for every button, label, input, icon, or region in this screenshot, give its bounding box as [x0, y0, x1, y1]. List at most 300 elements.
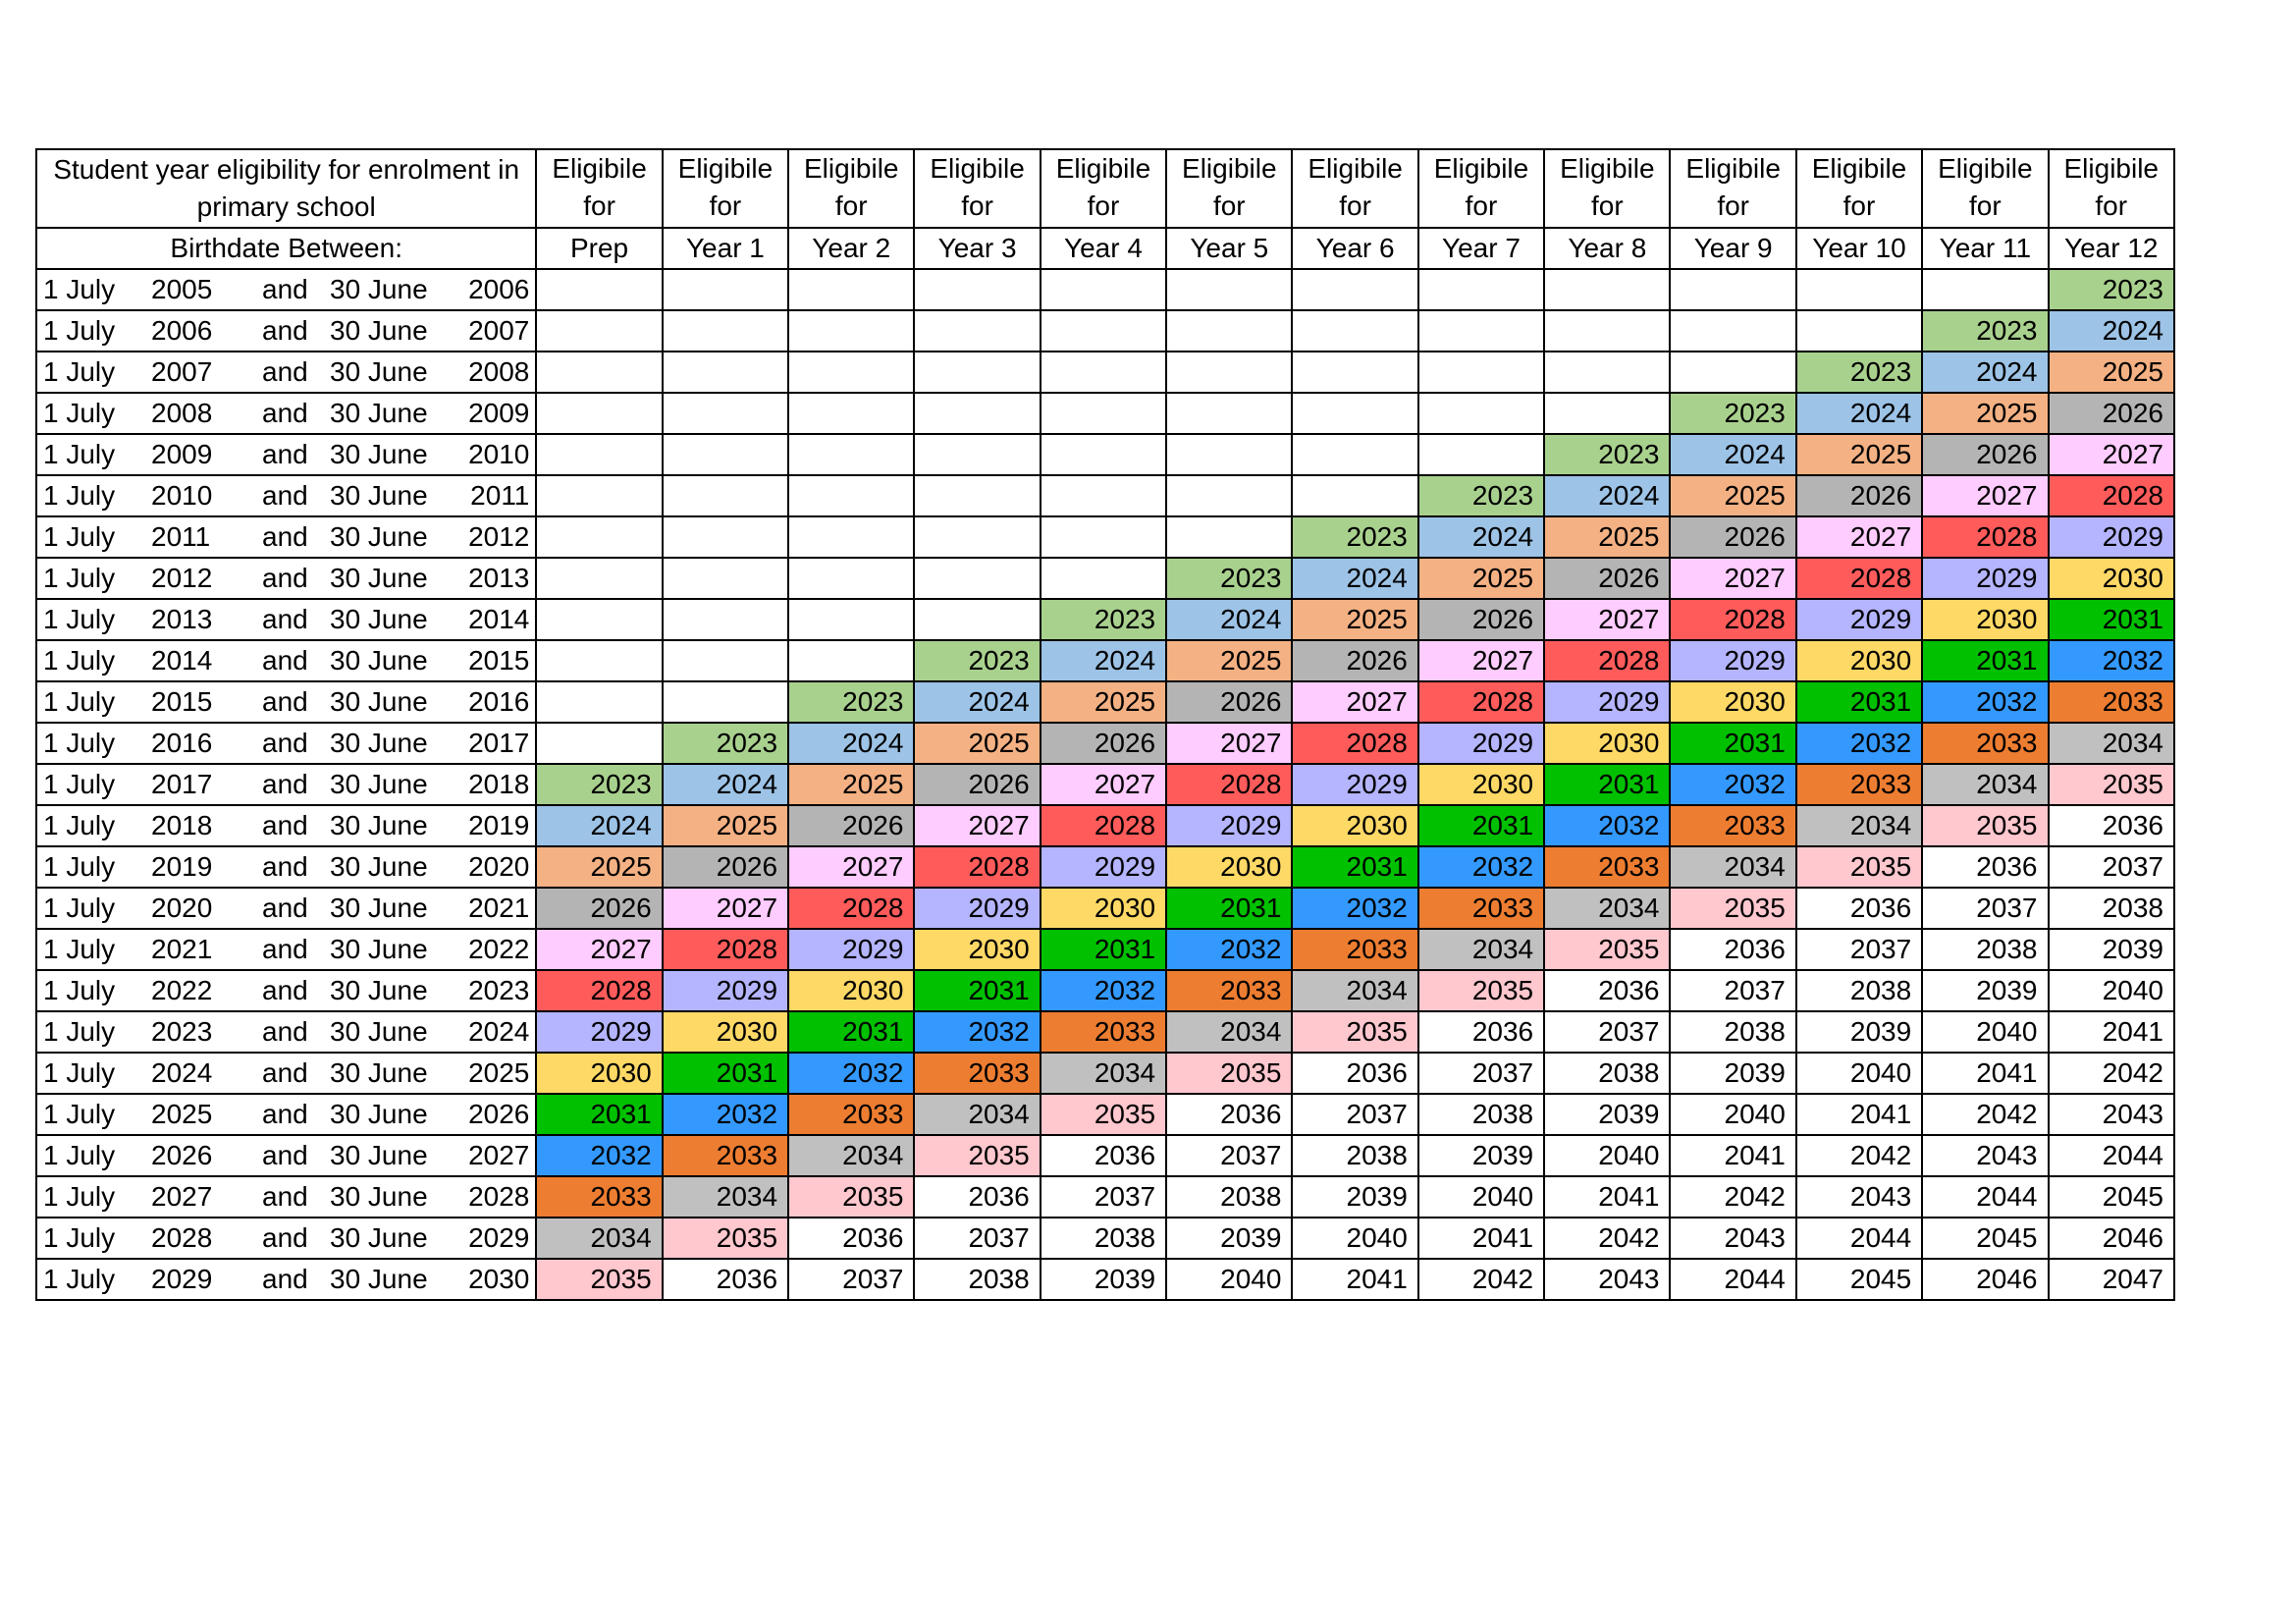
conjunction-label: and [262, 1264, 308, 1294]
conjunction-label: and [262, 1181, 308, 1212]
enrolment-year-cell: 2031 [1292, 846, 1417, 888]
birthdate-range-cell [36, 1094, 536, 1135]
enrolment-year-cell: 2039 [1796, 1011, 1922, 1053]
enrolment-year-cell: 2031 [2049, 599, 2174, 640]
enrolment-year-cell [1166, 393, 1292, 434]
enrolment-year-cell: 2036 [1670, 929, 1795, 970]
enrolment-year-cell: 2036 [663, 1259, 788, 1300]
end-year: 2006 [468, 274, 530, 304]
enrolment-year-cell: 2035 [1670, 888, 1795, 929]
enrolment-year-cell [1796, 269, 1922, 310]
end-date-label: 30 June [330, 1264, 428, 1294]
enrolment-year-cell: 2038 [1292, 1135, 1417, 1176]
enrolment-year-cell: 2037 [1544, 1011, 1670, 1053]
enrolment-year-cell: 2025 [1292, 599, 1417, 640]
enrolment-year-cell: 2025 [914, 723, 1040, 764]
start-date-label: 1 July [43, 851, 116, 882]
enrolment-year-cell: 2035 [1418, 970, 1544, 1011]
enrolment-year-cell: 2035 [1922, 805, 2048, 846]
start-year: 2020 [151, 893, 213, 923]
start-date-label: 1 July [43, 480, 116, 511]
enrolment-year-cell: 2023 [1041, 599, 1166, 640]
end-year: 2008 [468, 356, 530, 387]
enrolment-year-cell: 2042 [1544, 1218, 1670, 1259]
enrolment-year-cell [1292, 434, 1417, 475]
start-year: 2019 [151, 851, 213, 882]
enrolment-year-cell [663, 681, 788, 723]
enrolment-year-cell: 2038 [1922, 929, 2048, 970]
conjunction-label: and [262, 1016, 308, 1047]
enrolment-year-cell: 2026 [1670, 516, 1795, 558]
column-header-year-level: Year 10 [1796, 228, 1922, 269]
column-header-year-level: Year 8 [1544, 228, 1670, 269]
enrolment-year-cell [1418, 269, 1544, 310]
end-year: 2015 [468, 645, 530, 676]
enrolment-year-cell: 2031 [663, 1053, 788, 1094]
enrolment-year-cell: 2033 [1166, 970, 1292, 1011]
end-year: 2020 [468, 851, 530, 882]
table-row [36, 1218, 2174, 1259]
start-year: 2028 [151, 1222, 213, 1253]
enrolment-year-cell: 2037 [1166, 1135, 1292, 1176]
start-year: 2023 [151, 1016, 213, 1047]
enrolment-year-cell: 2032 [1418, 846, 1544, 888]
enrolment-year-cell: 2040 [1670, 1094, 1795, 1135]
end-date-label: 30 June [330, 1181, 428, 1212]
enrolment-year-cell [788, 310, 914, 352]
start-date-label: 1 July [43, 1140, 116, 1170]
enrolment-year-cell: 2029 [788, 929, 914, 970]
enrolment-year-cell: 2035 [788, 1176, 914, 1218]
conjunction-label: and [262, 645, 308, 676]
column-header-eligible-for: Eligibile for [1166, 149, 1292, 228]
enrolment-year-cell: 2025 [1922, 393, 2048, 434]
birthdate-range-cell [36, 516, 536, 558]
enrolment-year-cell [914, 516, 1040, 558]
column-header-eligible-for: Eligibile for [1796, 149, 1922, 228]
enrolment-year-cell [1041, 516, 1166, 558]
enrolment-year-cell [1041, 558, 1166, 599]
enrolment-year-cell: 2032 [788, 1053, 914, 1094]
enrolment-year-cell: 2029 [2049, 516, 2174, 558]
start-year: 2024 [151, 1057, 213, 1088]
start-year: 2022 [151, 975, 213, 1005]
start-date-label: 1 July [43, 975, 116, 1005]
enrolment-year-cell: 2035 [1796, 846, 1922, 888]
end-year: 2021 [468, 893, 530, 923]
table-row [36, 1011, 2174, 1053]
start-year: 2014 [151, 645, 213, 676]
enrolment-year-cell: 2027 [1292, 681, 1417, 723]
enrolment-year-cell: 2030 [1292, 805, 1417, 846]
enrolment-year-cell [536, 269, 662, 310]
enrolment-year-cell: 2032 [914, 1011, 1040, 1053]
column-header-eligible-for: Eligibile for [2049, 149, 2174, 228]
enrolment-year-cell [788, 516, 914, 558]
start-year: 2009 [151, 439, 213, 469]
enrolment-year-cell [1544, 269, 1670, 310]
enrolment-year-cell: 2034 [914, 1094, 1040, 1135]
eligibility-table [35, 148, 2175, 1301]
birthdate-range [43, 682, 529, 722]
end-year: 2018 [468, 769, 530, 799]
conjunction-label: and [262, 893, 308, 923]
enrolment-year-cell: 2031 [1166, 888, 1292, 929]
end-date-label: 30 June [330, 769, 428, 799]
enrolment-year-cell [663, 475, 788, 516]
enrolment-year-cell: 2028 [1292, 723, 1417, 764]
enrolment-year-cell: 2023 [1922, 310, 2048, 352]
enrolment-year-cell: 2038 [2049, 888, 2174, 929]
column-header-eligible-for: Eligibile for [536, 149, 662, 228]
end-year: 2011 [470, 480, 530, 511]
table-row [36, 888, 2174, 929]
conjunction-label: and [262, 851, 308, 882]
end-year: 2028 [468, 1181, 530, 1212]
birthdate-range-cell [36, 723, 536, 764]
enrolment-year-cell [536, 352, 662, 393]
enrolment-year-cell [536, 640, 662, 681]
start-year: 2026 [151, 1140, 213, 1170]
enrolment-year-cell: 2027 [1041, 764, 1166, 805]
enrolment-year-cell: 2027 [788, 846, 914, 888]
enrolment-year-cell: 2037 [1922, 888, 2048, 929]
column-header-eligible-for: Eligibile for [1041, 149, 1166, 228]
start-year: 2021 [151, 934, 213, 964]
enrolment-year-cell [1670, 352, 1795, 393]
enrolment-year-cell: 2027 [1796, 516, 1922, 558]
enrolment-year-cell: 2035 [2049, 764, 2174, 805]
start-year: 2025 [151, 1099, 213, 1129]
enrolment-year-cell: 2034 [1544, 888, 1670, 929]
enrolment-year-cell: 2023 [1166, 558, 1292, 599]
column-header-year-level: Year 6 [1292, 228, 1417, 269]
start-date-label: 1 July [43, 521, 116, 552]
enrolment-year-cell: 2029 [1041, 846, 1166, 888]
table-row [36, 1259, 2174, 1300]
birthdate-range-cell [36, 640, 536, 681]
start-year: 2011 [151, 521, 211, 552]
column-header-year-level: Year 11 [1922, 228, 2048, 269]
enrolment-year-cell: 2036 [1166, 1094, 1292, 1135]
birthdate-range [43, 270, 529, 309]
enrolment-year-cell: 2032 [1041, 970, 1166, 1011]
enrolment-year-cell: 2028 [1670, 599, 1795, 640]
end-date-label: 30 June [330, 934, 428, 964]
enrolment-year-cell: 2034 [1796, 805, 1922, 846]
conjunction-label: and [262, 728, 308, 758]
enrolment-year-cell: 2028 [2049, 475, 2174, 516]
start-date-label: 1 July [43, 1099, 116, 1129]
enrolment-year-cell: 2029 [1544, 681, 1670, 723]
end-date-label: 30 June [330, 686, 428, 717]
enrolment-year-cell: 2028 [1922, 516, 2048, 558]
enrolment-year-cell: 2025 [1544, 516, 1670, 558]
enrolment-year-cell: 2033 [1796, 764, 1922, 805]
enrolment-year-cell: 2025 [788, 764, 914, 805]
end-year: 2010 [468, 439, 530, 469]
start-year: 2015 [151, 686, 213, 717]
enrolment-year-cell: 2042 [1418, 1259, 1544, 1300]
enrolment-year-cell: 2029 [914, 888, 1040, 929]
enrolment-year-cell [1418, 352, 1544, 393]
end-year: 2013 [468, 563, 530, 593]
enrolment-year-cell: 2036 [1292, 1053, 1417, 1094]
enrolment-year-cell: 2027 [914, 805, 1040, 846]
table-title: Student year eligibility for enrolment in primary school [36, 149, 536, 228]
conjunction-label: and [262, 274, 308, 304]
enrolment-year-cell: 2041 [1922, 1053, 2048, 1094]
enrolment-year-cell: 2037 [914, 1218, 1040, 1259]
birthdate-range-cell [36, 1259, 536, 1300]
birthdate-range [43, 889, 529, 928]
enrolment-year-cell: 2033 [914, 1053, 1040, 1094]
enrolment-year-cell: 2024 [1292, 558, 1417, 599]
enrolment-year-cell: 2026 [914, 764, 1040, 805]
enrolment-year-cell: 2044 [2049, 1135, 2174, 1176]
birthdate-range-cell [36, 1053, 536, 1094]
birthdate-range [43, 1260, 529, 1299]
enrolment-year-cell: 2025 [1041, 681, 1166, 723]
start-year: 2017 [151, 769, 213, 799]
enrolment-year-cell: 2031 [536, 1094, 662, 1135]
end-year: 2030 [468, 1264, 530, 1294]
enrolment-year-cell [788, 599, 914, 640]
enrolment-year-cell: 2044 [1670, 1259, 1795, 1300]
enrolment-year-cell: 2043 [1544, 1259, 1670, 1300]
enrolment-year-cell: 2042 [1922, 1094, 2048, 1135]
enrolment-year-cell: 2026 [2049, 393, 2174, 434]
end-year: 2016 [468, 686, 530, 717]
enrolment-year-cell: 2030 [788, 970, 914, 1011]
enrolment-year-cell: 2024 [914, 681, 1040, 723]
enrolment-year-cell: 2041 [1796, 1094, 1922, 1135]
enrolment-year-cell: 2031 [788, 1011, 914, 1053]
birthdate-range [43, 1012, 529, 1052]
column-header-eligible-for: Eligibile for [1292, 149, 1417, 228]
birthdate-range [43, 930, 529, 969]
enrolment-year-cell: 2029 [1418, 723, 1544, 764]
birthdate-range [43, 1136, 529, 1175]
start-year: 2006 [151, 315, 213, 346]
enrolment-year-cell [788, 352, 914, 393]
enrolment-year-cell [1292, 269, 1417, 310]
start-year: 2007 [151, 356, 213, 387]
enrolment-year-cell [536, 310, 662, 352]
enrolment-year-cell [663, 516, 788, 558]
enrolment-year-cell [788, 393, 914, 434]
enrolment-year-cell [1544, 393, 1670, 434]
column-header-eligible-for: Eligibile for [1544, 149, 1670, 228]
enrolment-year-cell: 2037 [1418, 1053, 1544, 1094]
enrolment-year-cell [1292, 475, 1417, 516]
enrolment-year-cell [788, 269, 914, 310]
enrolment-year-cell [536, 723, 662, 764]
table-row [36, 1053, 2174, 1094]
enrolment-year-cell: 2027 [1670, 558, 1795, 599]
enrolment-year-cell [1544, 310, 1670, 352]
column-header-eligible-for: Eligibile for [788, 149, 914, 228]
enrolment-year-cell: 2023 [1292, 516, 1417, 558]
conjunction-label: and [262, 521, 308, 552]
enrolment-year-cell: 2030 [1670, 681, 1795, 723]
enrolment-year-cell [1922, 269, 2048, 310]
enrolment-year-cell: 2036 [1041, 1135, 1166, 1176]
enrolment-year-cell: 2031 [1796, 681, 1922, 723]
enrolment-year-cell: 2032 [1292, 888, 1417, 929]
table-row [36, 846, 2174, 888]
enrolment-year-cell: 2032 [536, 1135, 662, 1176]
enrolment-year-cell: 2029 [536, 1011, 662, 1053]
enrolment-year-cell: 2033 [536, 1176, 662, 1218]
end-date-label: 30 June [330, 1016, 428, 1047]
enrolment-year-cell: 2039 [1544, 1094, 1670, 1135]
enrolment-year-cell [1041, 475, 1166, 516]
enrolment-year-cell: 2027 [1544, 599, 1670, 640]
enrolment-year-cell: 2031 [1922, 640, 2048, 681]
enrolment-year-cell: 2035 [536, 1259, 662, 1300]
enrolment-year-cell [536, 434, 662, 475]
enrolment-year-cell [914, 599, 1040, 640]
birthdate-range [43, 724, 529, 763]
enrolment-year-cell: 2028 [536, 970, 662, 1011]
enrolment-year-cell: 2039 [1292, 1176, 1417, 1218]
enrolment-year-cell: 2040 [1796, 1053, 1922, 1094]
enrolment-year-cell [536, 558, 662, 599]
enrolment-year-cell: 2032 [1544, 805, 1670, 846]
enrolment-year-cell: 2034 [536, 1218, 662, 1259]
enrolment-year-cell: 2043 [1796, 1176, 1922, 1218]
enrolment-year-cell: 2024 [1922, 352, 2048, 393]
enrolment-year-cell: 2027 [663, 888, 788, 929]
conjunction-label: and [262, 315, 308, 346]
enrolment-year-cell [914, 434, 1040, 475]
enrolment-year-cell: 2045 [1922, 1218, 2048, 1259]
start-date-label: 1 July [43, 356, 116, 387]
table-row [36, 516, 2174, 558]
enrolment-year-cell: 2034 [1922, 764, 2048, 805]
enrolment-year-cell: 2037 [1041, 1176, 1166, 1218]
enrolment-year-cell: 2029 [1166, 805, 1292, 846]
enrolment-year-cell: 2024 [1670, 434, 1795, 475]
enrolment-year-cell [788, 434, 914, 475]
birthdate-range-cell [36, 310, 536, 352]
enrolment-year-cell: 2024 [1041, 640, 1166, 681]
enrolment-year-cell: 2024 [1166, 599, 1292, 640]
column-header-year-level: Year 12 [2049, 228, 2174, 269]
enrolment-year-cell: 2037 [788, 1259, 914, 1300]
enrolment-year-cell: 2035 [1166, 1053, 1292, 1094]
conjunction-label: and [262, 1222, 308, 1253]
enrolment-year-cell: 2029 [1922, 558, 2048, 599]
birthdate-range-cell [36, 1011, 536, 1053]
end-date-label: 30 June [330, 851, 428, 882]
enrolment-year-cell: 2030 [1166, 846, 1292, 888]
end-year: 2007 [468, 315, 530, 346]
enrolment-year-cell: 2031 [1544, 764, 1670, 805]
enrolment-year-cell: 2046 [1922, 1259, 2048, 1300]
enrolment-year-cell: 2034 [1292, 970, 1417, 1011]
start-date-label: 1 July [43, 769, 116, 799]
birthdate-range [43, 1177, 529, 1217]
enrolment-year-cell: 2039 [1922, 970, 2048, 1011]
birthdate-range [43, 1218, 529, 1258]
column-header-year-level: Prep [536, 228, 662, 269]
conjunction-label: and [262, 1140, 308, 1170]
table-row [36, 929, 2174, 970]
start-date-label: 1 July [43, 934, 116, 964]
enrolment-year-cell: 2030 [1922, 599, 2048, 640]
enrolment-year-cell: 2039 [2049, 929, 2174, 970]
enrolment-year-cell: 2026 [1041, 723, 1166, 764]
end-date-label: 30 June [330, 274, 428, 304]
table-row [36, 475, 2174, 516]
birthdate-range-cell [36, 269, 536, 310]
header-row [36, 149, 2174, 228]
birthdate-range-cell [36, 1135, 536, 1176]
enrolment-year-cell: 2041 [2049, 1011, 2174, 1053]
enrolment-year-cell: 2034 [788, 1135, 914, 1176]
end-year: 2012 [468, 521, 530, 552]
enrolment-year-cell: 2023 [788, 681, 914, 723]
end-date-label: 30 June [330, 521, 428, 552]
enrolment-year-cell: 2034 [1670, 846, 1795, 888]
end-date-label: 30 June [330, 356, 428, 387]
enrolment-year-cell [1166, 516, 1292, 558]
enrolment-year-cell: 2040 [1544, 1135, 1670, 1176]
enrolment-year-cell: 2023 [536, 764, 662, 805]
start-date-label: 1 July [43, 439, 116, 469]
birthdate-range [43, 394, 529, 433]
enrolment-year-cell: 2037 [1670, 970, 1795, 1011]
enrolment-year-cell: 2037 [1796, 929, 1922, 970]
conjunction-label: and [262, 1099, 308, 1129]
enrolment-year-cell [663, 558, 788, 599]
end-year: 2009 [468, 398, 530, 428]
birthdate-range [43, 559, 529, 598]
end-date-label: 30 June [330, 1057, 428, 1088]
start-date-label: 1 July [43, 274, 116, 304]
enrolment-year-cell: 2036 [788, 1218, 914, 1259]
start-date-label: 1 July [43, 563, 116, 593]
enrolment-year-cell [1670, 269, 1795, 310]
birthdate-range [43, 806, 529, 845]
table-row [36, 723, 2174, 764]
enrolment-year-cell: 2032 [663, 1094, 788, 1135]
enrolment-year-cell [1041, 352, 1166, 393]
enrolment-year-cell: 2023 [1418, 475, 1544, 516]
enrolment-year-cell: 2024 [1544, 475, 1670, 516]
end-date-label: 30 June [330, 1099, 428, 1129]
start-date-label: 1 July [43, 398, 116, 428]
enrolment-year-cell: 2045 [2049, 1176, 2174, 1218]
enrolment-year-cell [1670, 310, 1795, 352]
enrolment-year-cell: 2026 [536, 888, 662, 929]
enrolment-year-cell: 2032 [1166, 929, 1292, 970]
birthdate-range [43, 476, 529, 515]
enrolment-year-cell [788, 640, 914, 681]
enrolment-year-cell: 2042 [1670, 1176, 1795, 1218]
enrolment-year-cell: 2031 [914, 970, 1040, 1011]
enrolment-year-cell: 2040 [1166, 1259, 1292, 1300]
birthdate-range-cell [36, 393, 536, 434]
enrolment-year-cell [1041, 393, 1166, 434]
enrolment-year-cell: 2024 [788, 723, 914, 764]
enrolment-year-cell [1796, 310, 1922, 352]
enrolment-year-cell: 2027 [1922, 475, 2048, 516]
enrolment-year-cell: 2039 [1670, 1053, 1795, 1094]
enrolment-year-cell: 2029 [1292, 764, 1417, 805]
